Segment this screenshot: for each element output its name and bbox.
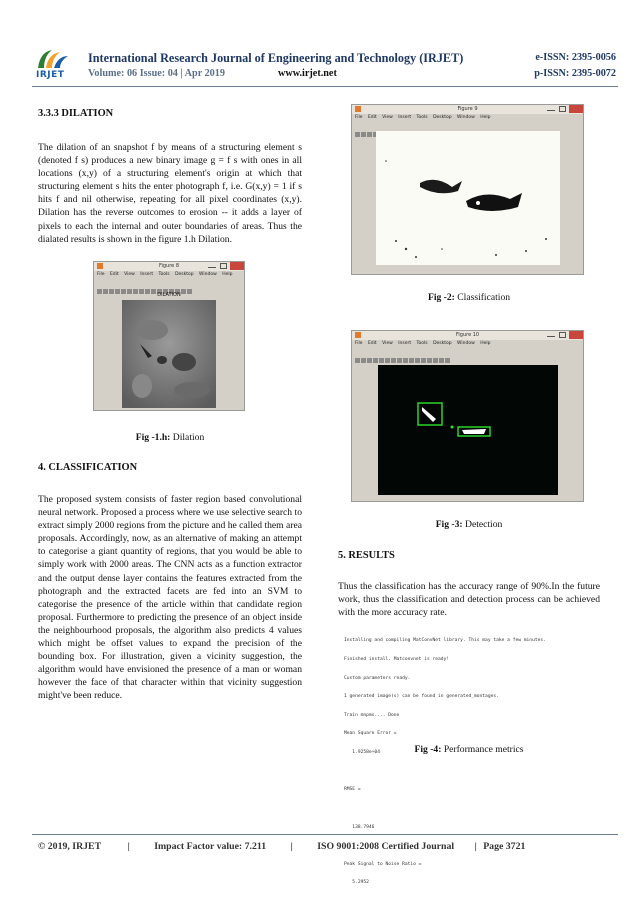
figure10-window (351, 330, 584, 502)
minimize-icon[interactable] (208, 264, 216, 268)
matlab-icon (355, 106, 361, 112)
fig1h-label: Fig -1.h: (135, 432, 171, 443)
fig1h-caption-text: Dilation (172, 432, 205, 443)
journal-url[interactable]: www.irjet.net (278, 68, 337, 79)
console-line: RMSE = (344, 787, 361, 793)
footer-separator: | (127, 841, 130, 852)
console-line: 1 generated image(s) can be found in generated_montages. (344, 694, 499, 700)
console-line: Peak Signal to Noise Ratio = (344, 861, 422, 867)
footer-separator: | (290, 841, 293, 852)
p-issn: p-ISSN: 2395-0072 (534, 68, 616, 79)
close-icon[interactable] (569, 331, 583, 339)
window-menubar[interactable]: File Edit View Insert Tools Desktop Window Help (97, 272, 233, 277)
console-line: Installing and compiling MatConvNet library. This may take a few minutes. (344, 638, 546, 644)
fig2-caption (338, 292, 600, 303)
fig4-caption-text: Performance metrics (443, 744, 524, 755)
console-line: 138.7946 (344, 824, 375, 830)
console-line: 5.2952 (344, 880, 369, 886)
volume-issue: Volume: 06 Issue: 04 | Apr 2019 (88, 68, 225, 79)
maximize-icon[interactable] (559, 332, 566, 338)
fig2-label: Fig -2: (427, 292, 455, 303)
console-line (344, 806, 598, 812)
window-toolbar[interactable] (97, 279, 241, 285)
logo-text: IRJET (36, 70, 65, 80)
window-title: Figure 8 (158, 263, 180, 269)
console-line: Train mnpms.... Done (344, 712, 400, 718)
maximize-icon[interactable] (559, 106, 566, 112)
close-icon[interactable] (569, 105, 583, 113)
classification-paragraph: The proposed system consists of faster region based convolutional neural network. Proposed a process where we use selective search to extract simply 2000 regions from the picture and he called them area proposals. Accordingly, now, as an alternative of making an attempt to categorise a giant quantity of regions, that you would be able to simply work with 2000 areas. The CNN acts as a function extractor and the output dense layer contains the features extracted from the photograph and the extracted facets are fed into an SVM to categorise the presence of the article within that candidate region proposal. Furthermore to predicting the presence of an object inside the neighbourhood proposals, the algorithm also predicts 4 values which might be offset values to expand the precision of the bounding box. For illustration, given a vicinity suggestion, the algorithm would have envisioned the presence of a man or woman however the face of that character within that vicinity suggestion might've been reduce. (38, 494, 302, 702)
console-line: 1.9258e+04 (344, 750, 380, 756)
matlab-icon (355, 332, 361, 338)
fig3-caption (338, 519, 600, 530)
classification-image (376, 131, 560, 265)
results-heading: 5. RESULTS (338, 550, 395, 561)
footer-copyright: © 2019, IRJET (38, 841, 102, 852)
footer-iso: ISO 9001:2008 Certified Journal (317, 841, 455, 852)
footer-page-number: Page 3721 (483, 841, 526, 852)
window-menubar[interactable]: File Edit View Insert Tools Desktop Window Help (355, 115, 491, 120)
console-line: Finished install. Matconvnet is ready! (344, 657, 450, 663)
window-title: Figure 10 (455, 332, 480, 338)
fig1h-caption (38, 432, 302, 443)
classification-heading: 4. CLASSIFICATION (38, 462, 138, 473)
window-menubar[interactable]: File Edit View Insert Tools Desktop Window Help (355, 341, 491, 346)
fig4-caption (338, 744, 600, 755)
fig3-label: Fig -3: (435, 519, 463, 530)
matlab-icon (97, 263, 103, 269)
console-line (344, 769, 598, 775)
dilation-image (122, 300, 216, 408)
e-issn: e-ISSN: 2395-0056 (535, 52, 616, 63)
footer (38, 841, 525, 852)
window-toolbar[interactable] (355, 348, 580, 354)
dilation-heading: 3.3.3 DILATION (38, 108, 114, 119)
window-toolbar[interactable] (355, 122, 580, 128)
minimize-icon[interactable] (547, 107, 555, 111)
footer-impact-factor: Impact Factor value: 7.211 (154, 841, 267, 852)
detection-image (378, 365, 558, 495)
minimize-icon[interactable] (547, 333, 555, 337)
figure8-window (93, 261, 245, 411)
console-line: Custom parameters ready. (344, 675, 411, 681)
console-line: Mean Square Error = (344, 731, 397, 737)
header-divider (32, 86, 618, 87)
fig3-caption-text: Detection (465, 519, 503, 530)
dilation-paragraph: The dilation of an snapshot f by means of a structuring element s (denoted f s) produces a new binary image g = f s with ones in all locations (x,y) of a structuring element's origin at which that structuring element s hits the enter photograph f, i.e. G(x,y) = 1 if s hits f and nil otherwise, repeating for all pixel coordinates (x,y). Dilation has the reverse outcomes to erosion -- it adds a layer of pixels to each the internal and outer boundaries of areas. Thus the dialated results is shown in the figure 1.h Dilation. (38, 142, 302, 245)
fig2-caption-text: Classification (457, 292, 511, 303)
results-paragraph: Thus the classification has the accuracy range of 90%.In the future work, thus the classification and detection process can be achieved with the more accuracy rate. (338, 581, 600, 619)
dilation-image-title: DILATION (157, 292, 181, 298)
figure9-window (351, 104, 584, 275)
footer-divider (32, 834, 618, 835)
fig4-label: Fig -4: (414, 744, 442, 755)
close-icon[interactable] (230, 262, 244, 270)
journal-title: International Research Journal of Engineering and Technology (IRJET) (88, 51, 464, 65)
footer-separator: | (474, 841, 477, 852)
window-title: Figure 9 (457, 106, 478, 112)
maximize-icon[interactable] (220, 263, 227, 269)
